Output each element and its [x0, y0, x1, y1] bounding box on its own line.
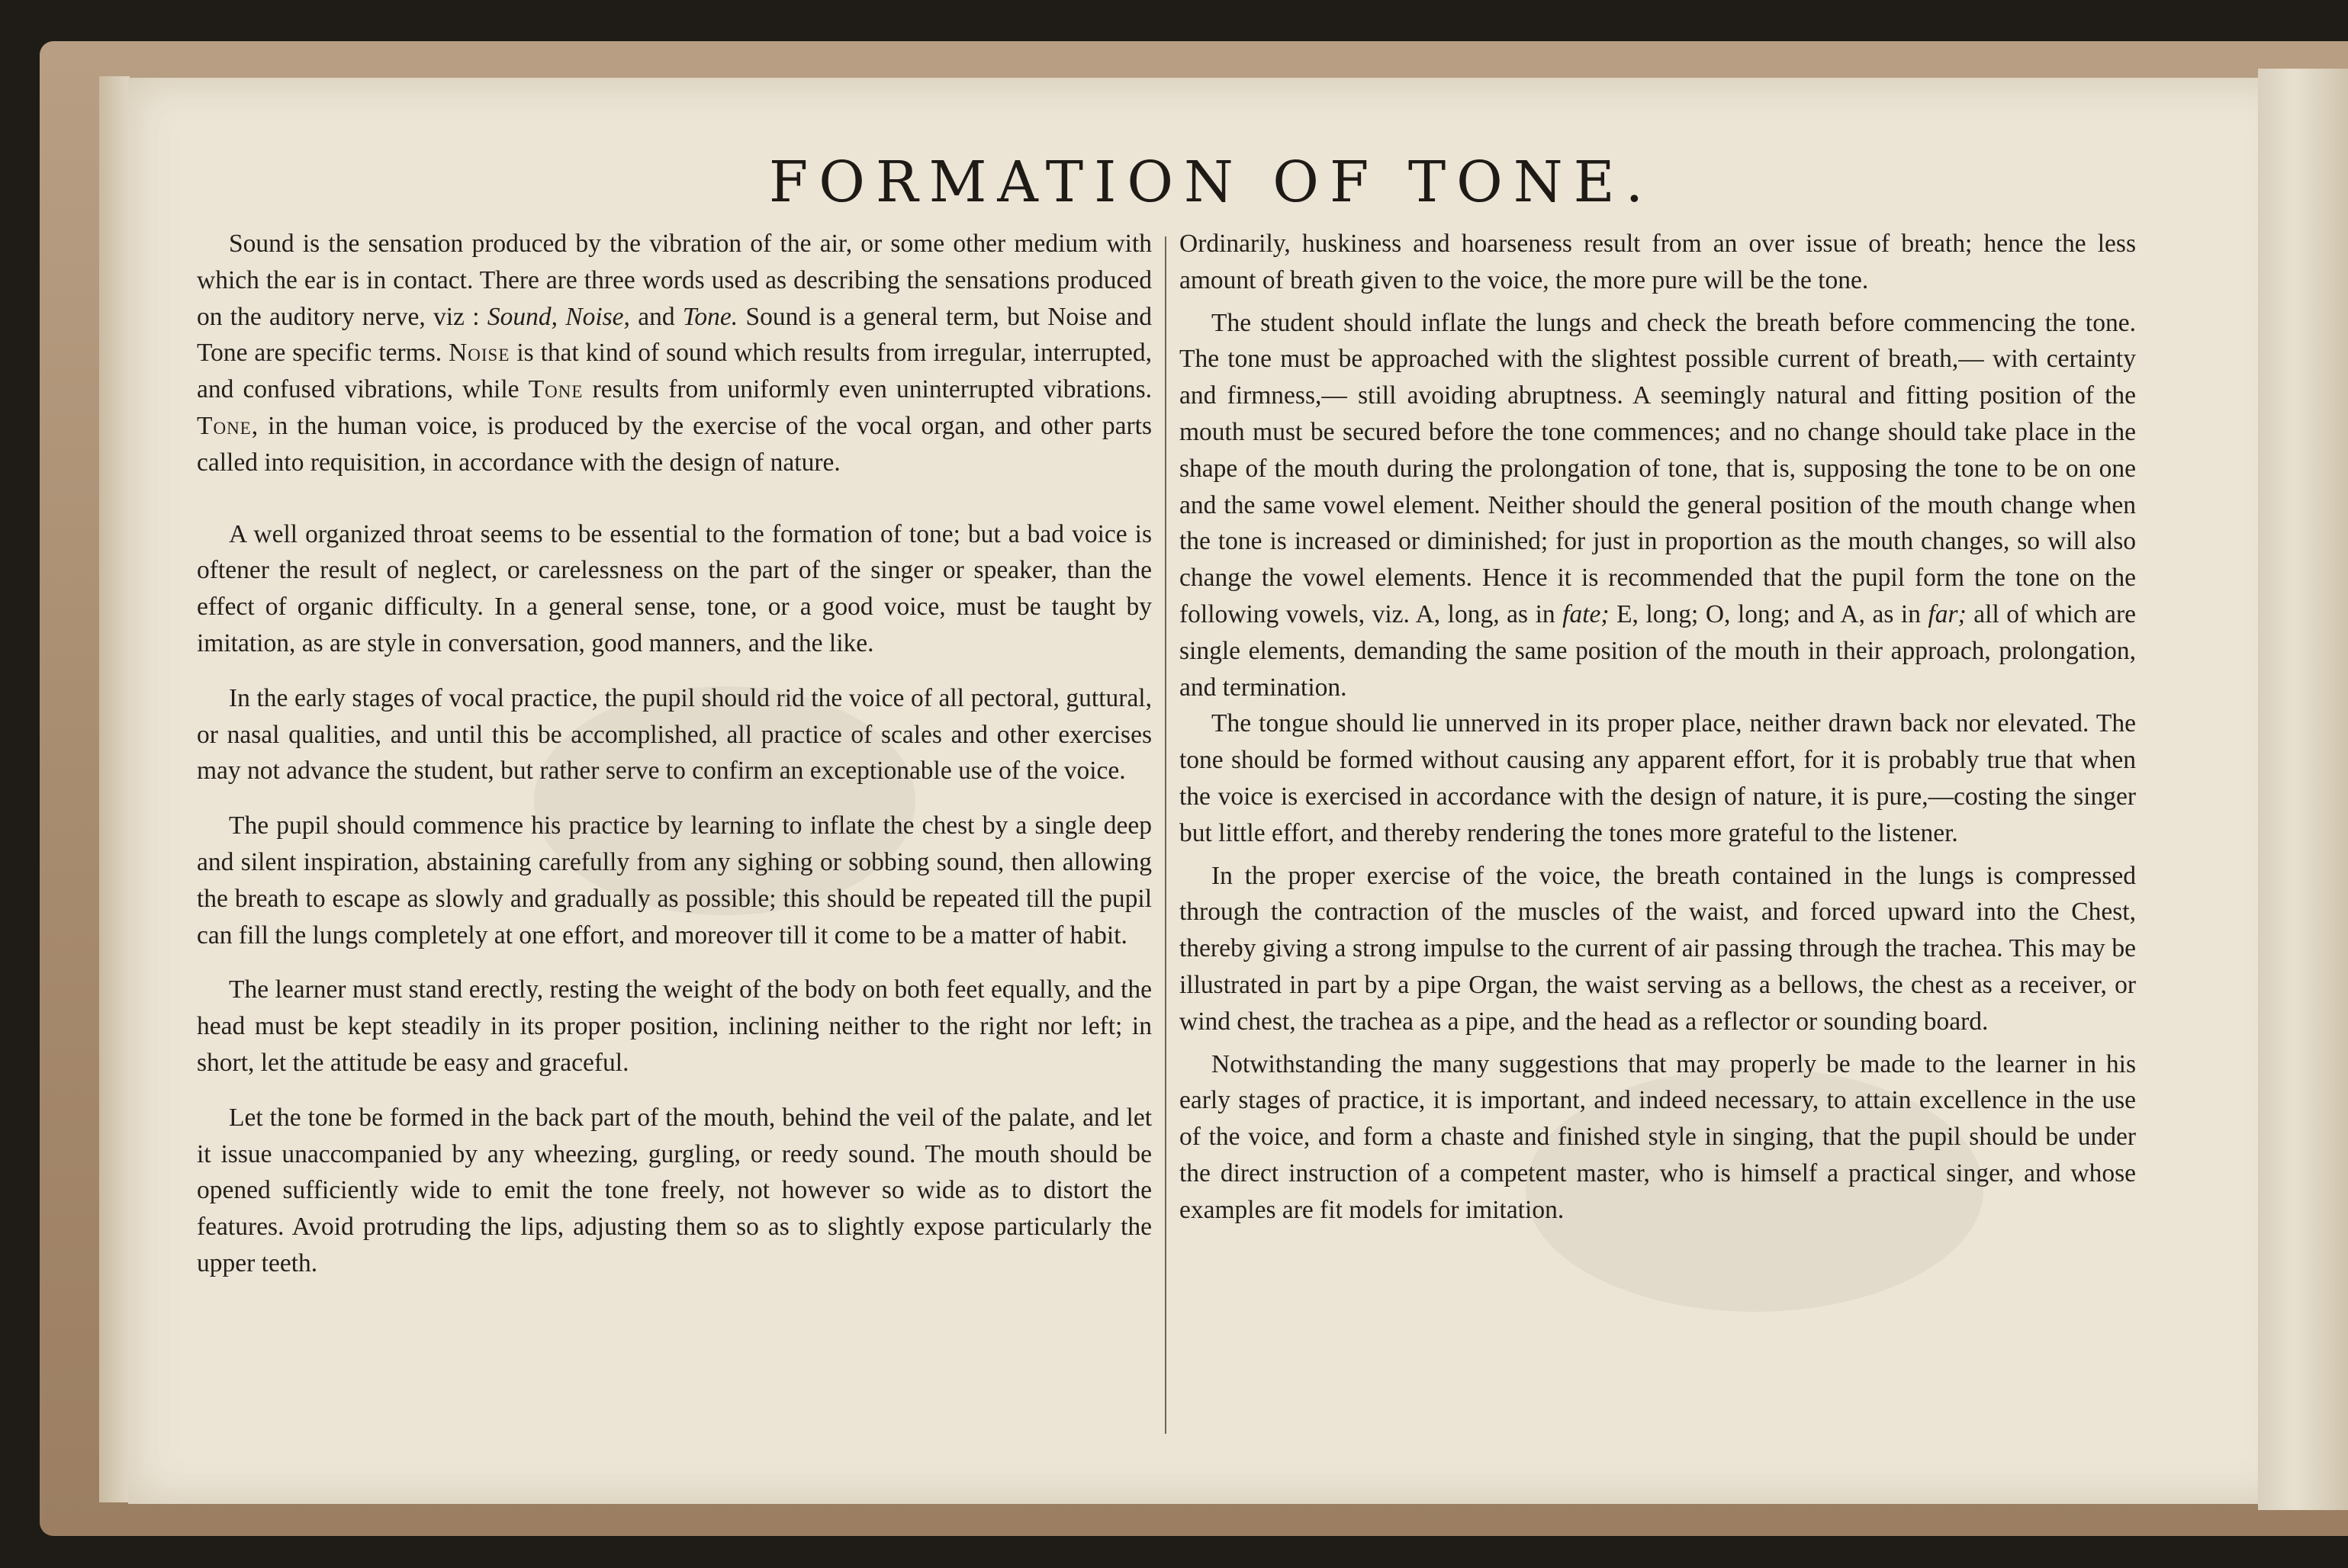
text-run: all of which are single elements, demanding the same position of the mouth in their approach, prolongation, and termination.	[1179, 599, 2137, 702]
text-run: Tone	[528, 375, 584, 404]
text-run: The student should inflate the lungs and check the breath before commencing the tone. The tone must be approached with the slightest possible current of breath,— with certainty and firmness,— still avoiding abruptness. A seemingly natural and fitting position of the mouth must be secured before the tone commences; and no change should take place in the shape of the mouth during the prolongation of tone, that is, supposing the tone to be on one and the same vowel element. Neither should the general position of the mouth change when the tone is increased or diminished; for just in proportion as the mouth changes, so will also change the vowel elements. Hence it is recommended that the pupil form the tone on the following vowels, viz. A, long, as in	[1179, 308, 2136, 628]
paragraph	[1179, 1046, 2136, 1229]
text-run: E, long; O, long; and A, as in	[1609, 599, 1928, 628]
text-run: is that kind of sound which results from irregular, interrupted, and confused vibrations, while	[197, 339, 1152, 404]
text-run: In the proper exercise of the voice, the breath contained in the lungs is compressed through the contraction of the muscles of the waist, and forced upward into the Chest, thereby giving a strong impulse to the current of air passing through the trachea. This may be illustrated in part by a pipe Organ, the waist serving as a bellows, the chest as a receiver, or wind chest, the trachea as a pipe, and the head as a reflector or sounding board.	[1179, 861, 2136, 1036]
text-run: The pupil should commence his practice by learning to inflate the chest by a single deep and silent inspiration, abstaining carefully from any sighing or sobbing sound, then allowing the breath to escape as slowly and gradually as possible; this should be repeated till the pupil can fill the lungs completely at one effort, and moreover till it come to be a matter of habit.	[197, 811, 1152, 949]
left-column	[197, 226, 1152, 1282]
paragraph	[1179, 226, 2136, 299]
column-divider	[1165, 236, 1166, 1434]
text-run: results from uniformly even uninterrupted vibrations.	[583, 375, 1152, 404]
paragraph	[1179, 858, 2136, 1040]
text-run: Sound, Noise,	[487, 302, 630, 331]
page-left-gutter	[99, 76, 130, 1502]
text-run: A well organized throat seems to be essential to the formation of tone; but a bad voice is oftener the result of neglect, or carelessness on the part of the singer or speaker, than the effect of organic difficulty. In a general sense, tone, or a good voice, must be taught by imitation, as are style in conversation, good manners, and the like.	[197, 519, 1152, 657]
page-right-fold	[2258, 69, 2348, 1510]
right-column	[1179, 226, 2136, 1229]
text-run: Notwithstanding the many suggestions that may properly be made to the learner in his early stages of practice, it is important, and indeed necessary, to attain excellence in the use of the voice, and form a chaste and finished style in singing, that the pupil should be under the direct instruction of a competent master, who is himself a practical singer, and whose examples are fit models for imitation.	[1179, 1049, 2136, 1224]
text-run: In the early stages of vocal practice, the pupil should rid the voice of all pectoral, guttural, or nasal qualities, and until this be accomplished, all practice of scales and other exercises may not advance the student, but rather serve to confirm an exceptionable use of the voice.	[197, 683, 1152, 786]
text-run: Noise	[449, 339, 510, 368]
text-run: far;	[1928, 599, 1967, 628]
text-run: fate;	[1562, 599, 1610, 628]
text-run: Sound is the sensation produced by the vibration of the air, or some other medium with which the ear is in contact. There are three words used as describing the sensations produced on the auditory nerve, viz :	[197, 230, 1152, 331]
text-run: Let the tone be formed in the back part of the mouth, behind the veil of the palate, and let it issue unaccompanied by any wheezing, gurgling, or reedy sound. The mouth should be opened sufficiently wide to emit the tone freely, not however so wide as to distort the features. Avoid protruding the lips, adjusting them so as to slightly expose particularly the upper teeth.	[197, 1103, 1152, 1277]
paragraph	[197, 226, 1152, 481]
paragraph	[197, 972, 1152, 1081]
page-title: FORMATION OF TONE.	[768, 149, 1655, 215]
paragraph	[197, 808, 1152, 953]
text-run: The learner must stand erectly, resting the weight of the body on both feet equally, and the head must be kept steadily in its proper position, inclining neither to the right nor left; in short, let the attitude be easy and graceful.	[197, 975, 1152, 1077]
text-run: and	[629, 302, 683, 331]
paragraph	[197, 1100, 1152, 1282]
paragraph	[197, 680, 1152, 789]
text-run: Sound is a general term, but Noise and Tone are specific terms.	[197, 302, 1153, 368]
paragraph	[1179, 705, 2136, 851]
text-run: Tone,	[197, 411, 259, 440]
paragraph	[197, 516, 1152, 662]
text-run: The tongue should lie unnerved in its proper place, neither drawn back nor elevated. The tone should be formed without causing any apparent effort, for it is probably true that when the voice is exercised in accordance with the design of nature, it is pure,—costing the singer but little effort, and thereby rendering the tones more grateful to the listener.	[1179, 709, 2136, 847]
text-run: Ordinarily, huskiness and hoarseness result from an over issue of breath; hence the less amount of breath given to the voice, the more pure will be the tone.	[1179, 230, 2136, 294]
text-run: Tone.	[682, 302, 738, 331]
paragraph	[1179, 305, 2136, 706]
text-run: in the human voice, is produced by the exercise of the vocal organ, and other parts called into requisition, in accordance with the design of nature.	[197, 411, 1152, 477]
